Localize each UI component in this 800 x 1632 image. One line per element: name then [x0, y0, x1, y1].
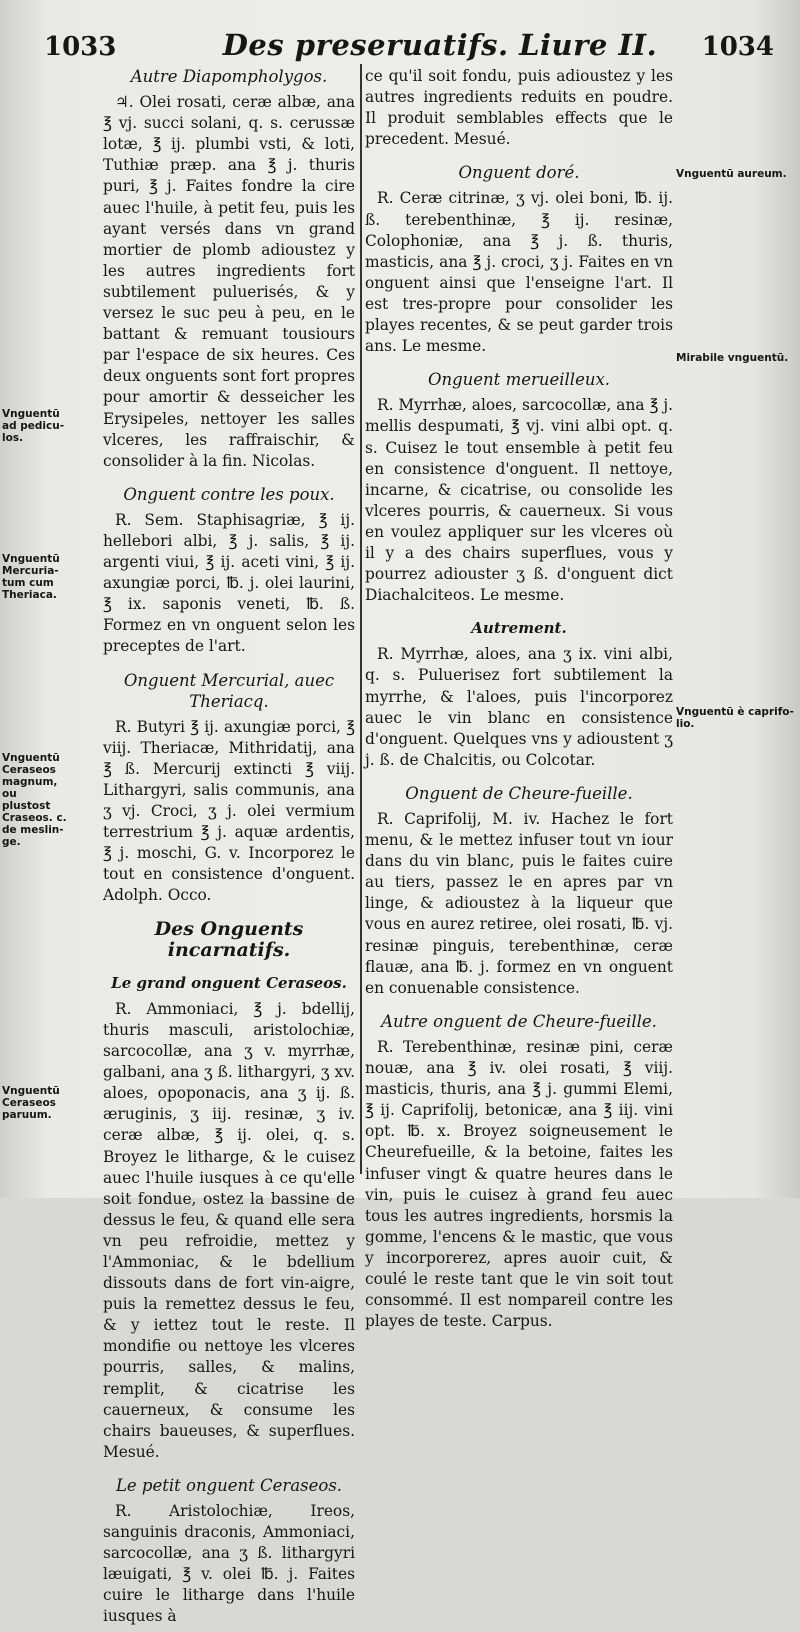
left-column	[103, 66, 355, 1632]
section-heading: Le petit onguent Ceraseos.	[115, 1475, 343, 1495]
page-number-left: 1033	[44, 32, 117, 62]
paragraph: R. Aristolochiæ, Ireos, sanguinis draconis, Ammoniaci, sarcocollæ, ana ʒ ß. lithargyri læuigati, ℥ v. olei ℔. j. Faites cuire le litharge dans l'huile iusques à	[103, 1502, 355, 1626]
section-heading: Des Onguents incarnatifs.	[154, 917, 304, 961]
paragraph: R. Myrrhæ, aloes, ana ʒ ix. vini albi, q. s. Puluerisez fort subtilement la myrrhe, & l'aloes, puis l'incorporez auec le vin blanc en consistence d'onguent. Quelques vns y adioustent ʒ j. ß. de Chalcitis, ou Colcotar.	[365, 645, 673, 769]
margin-note: Vnguentū Ceraseos paruum.	[2, 1085, 60, 1121]
margin-note: Vnguentū Ceraseos magnum, ou plustost Craseos. c. de meslin-ge.	[2, 752, 67, 848]
section-heading: Autre Diapompholygos.	[130, 67, 328, 86]
section-heading: Onguent contre les poux.	[123, 484, 335, 504]
section-heading: Autrement.	[471, 619, 567, 638]
paragraph: R. Ceræ citrinæ, ʒ vj. olei boni, ℔. ij. ß. terebenthinæ, ℥ ij. resinæ, Colophoniæ, ana ℥ j. ß. thuris, masticis, ana ℥ j. croci, ʒ j. Faites en vn onguent ainsi que l'enseigne l'art. Il est tres-propre pour consolider les playes recentes, & se peut garder trois ans. Le mesme.	[365, 189, 673, 356]
running-title: Des preseruatifs. Liure II.	[222, 28, 658, 62]
column-divider	[360, 64, 362, 1174]
page-number-right: 1034	[701, 32, 774, 62]
section-heading: Onguent Mercurial, auec Theriacq.	[123, 670, 335, 711]
paragraph: R. Sem. Staphisagriæ, ℥ ij. hellebori albi, ℥ j. salis, ℥ ij. argenti viui, ℥ ij. aceti vini, ℥ ij. axungiæ porci, ℔. j. olei laurini, ℥ ix. saponis veneti, ℔. ß. Formez en vn onguent selon les preceptes de l'art.	[103, 510, 355, 656]
margin-note: Vnguentū ad pedicu-los.	[2, 408, 65, 444]
section-heading: Onguent de Cheure-fueille.	[405, 783, 633, 803]
section-heading: Onguent merueilleux.	[427, 370, 611, 390]
paragraph: R. Butyri ℥ ij. axungiæ porci, ℥ viij. Theriacæ, Mithridatij, ana ℥ ß. Mercurij extincti ℥ viij. Lithargyri, salis communis, ana ʒ vj. Croci, ʒ j. olei vermium terrestrium ℥ j. aquæ ardentis, ℥ j. moschi, G. v. Incorporez le tout en consistence d'onguent. Adolph. Occo.	[103, 717, 355, 905]
section-heading: Onguent doré.	[458, 163, 580, 183]
margin-note: Vnguentū è caprifo-lio.	[676, 706, 794, 730]
paragraph: R. Myrrhæ, aloes, sarcocollæ, ana ℥ j. mellis despumati, ℥ vj. vini albi opt. q. s. Cuisez le tout ensemble à petit feu en consistence d'onguent. Il nettoye, incarne, & cicatrise, ou consolide les vlceres pourris, & cauerneux. Si vous en voulez appliquer sur les vlceres où il y a des chairs superflues, vous y pourrez adiouster ʒ ß. d'onguent dict Diachalciteos. Le mesme.	[365, 396, 673, 605]
margin-note: Vnguentū aureum.	[676, 168, 787, 180]
paragraph: R. Caprifolij, M. iv. Hachez le fort menu, & le mettez infuser tout vn iour dans du vin blanc, puis le faites cuire au tiers, passez le en apres par vn linge, & adioustez à la liqueur que vous en aurez retiree, olei rosati, ℔. vj. resinæ pinguis, terebenthinæ, ceræ flauæ, ana ℔. j. formez en vn onguent en conuenable consistence.	[365, 810, 673, 997]
paragraph: ce qu'il soit fondu, puis adioustez y les autres ingredients reduits en poudre. Il produit semblables effects que le precedent. Mesué.	[365, 67, 673, 149]
section-heading: Le grand onguent Ceraseos.	[111, 973, 347, 992]
margin-note: Mirabile vnguentū.	[676, 352, 789, 364]
right-column	[365, 66, 673, 1336]
paragraph: R. Terebenthinæ, resinæ pini, ceræ nouæ, ana ℥ iv. olei rosati, ℥ viij. masticis, thuris, ana ℥ j. gummi Elemi, ℥ ij. Caprifolij, betonicæ, ana ℥ iij. vini opt. ℔. x. Broyez soigneusement le Cheurefueille, & la betoine, faites les infuser vingt & quatre heures dans le vin, puis le cuisez à grand feu auec tous les autres ingredients, horsmis la gomme, l'encens & le mastic, que vous y incorporerez, apres auoir cuit, & coulé le reste tant que le vin soit tout consommé. Il est nompareil contre les playes de teste. Carpus.	[365, 1037, 673, 1331]
section-heading: Autre onguent de Cheure-fueille.	[381, 1011, 657, 1031]
page-header	[0, 28, 800, 64]
paragraph: R. Ammoniaci, ℥ j. bdellij, thuris masculi, aristolochiæ, sarcocollæ, ana ʒ v. myrrhæ, galbani, ana ʒ ß. lithargyri, ʒ xv. aloes, opoponacis, ana ʒ ij. ß. æruginis, ʒ iij. resinæ, ʒ iv. ceræ albæ, ℥ ij. olei, q. s. Broyez le litharge, & le cuisez auec l'huile iusques à ce qu'elle soit fondue, ostez la bassine de dessus le feu, & quand elle sera vn peu refroidie, mettez y l'Ammoniac, & le bdellium dissouts dans de fort vin-aigre, puis la remettez dessus le feu, & y iettez tout le reste. Il mondifie ou nettoye les vlceres pourris, salles, & malins, remplit, & cicatrise les cauerneux, & consume les chairs baueuses, & superflues. Mesué.	[103, 999, 355, 1461]
margin-note: Vnguentū Mercuria-tum cum Theriaca.	[2, 553, 60, 601]
paragraph: ♃. Olei rosati, ceræ albæ, ana ℥ vj. succi solani, q. s. cerussæ lotæ, ℥ ij. plumbi vsti, & loti, Tuthiæ præp. ana ℥ j. thuris puri, ℥ j. Faites fondre la cire auec l'huile, à petit feu, puis les ayant versés dans vn grand mortier de plomb adioustez y les autres ingredients fort subtilement puluerisés, & y versez le suc peu à peu, en le battant & remuant tousiours par l'espace de six heures. Ces deux onguents sont fort propres pour amortir & desseicher les Erysipeles, nettoyer les salles vlceres, les raffraischir, & consolider à la fin. Nicolas.	[103, 93, 355, 470]
